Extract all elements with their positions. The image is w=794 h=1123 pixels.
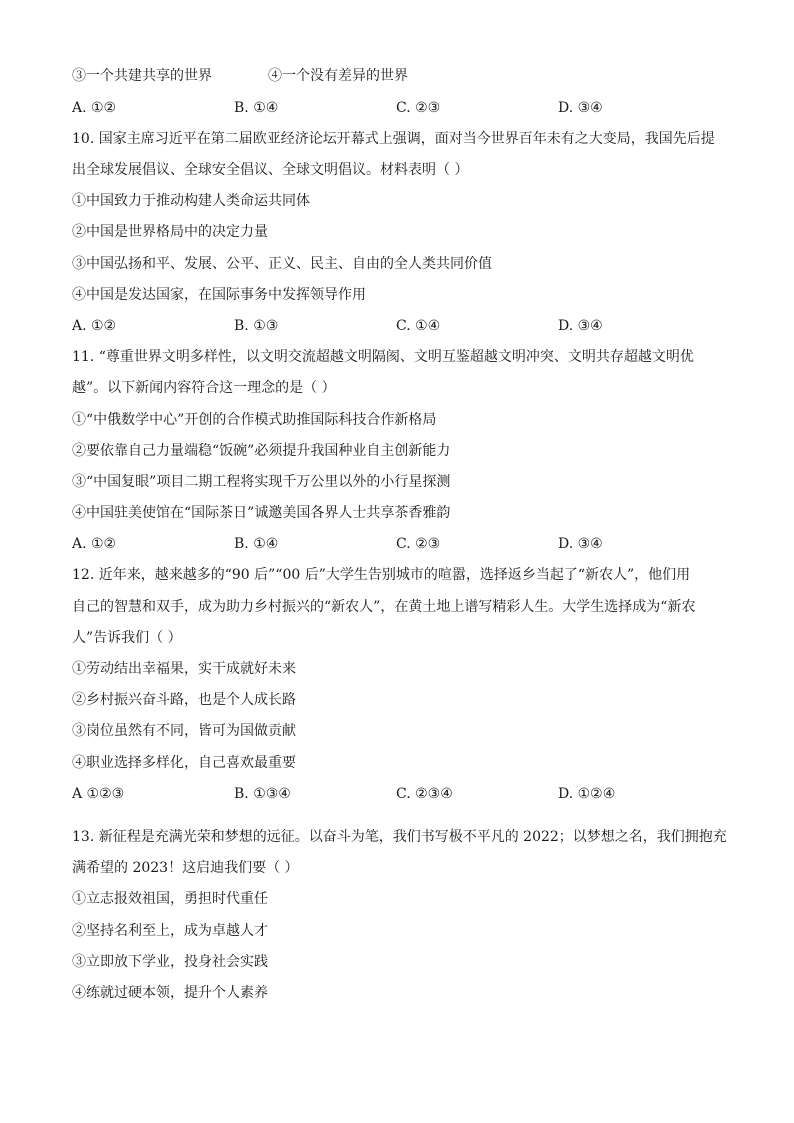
- q9-items-row: [72, 66, 732, 86]
- q12-option-c[interactable]: C. ②③④: [396, 786, 453, 802]
- q12-option-b[interactable]: B. ①③④: [234, 786, 291, 802]
- q12-stem-line-3: 人”告诉我们（ ）: [72, 630, 182, 646]
- q13-item-1: ①立志报效祖国，勇担时代重任: [72, 891, 268, 907]
- q11-option-b[interactable]: B. ①④: [234, 536, 279, 552]
- q12-item-4: ④职业选择多样化，自己喜欢最重要: [72, 755, 296, 771]
- q9-option-d[interactable]: D. ③④: [558, 100, 603, 116]
- q13-stem-line-1: 13. 新征程是充满光荣和梦想的远征。以奋斗为笔，我们书写极不平凡的 2022；以梦想之名，我们拥抱充: [72, 829, 727, 845]
- q11-option-d[interactable]: D. ③④: [558, 536, 603, 552]
- q12-item-1: ①劳动结出幸福果，实干成就好未来: [72, 661, 296, 677]
- q13-item-2: ②坚持名利至上，成为卓越人才: [72, 923, 268, 939]
- q10-item-4: ④中国是发达国家，在国际事务中发挥领导作用: [72, 287, 366, 303]
- q11-option-c[interactable]: C. ②③: [396, 536, 441, 552]
- q10-item-3: ③中国弘扬和平、发展、公平、正义、民主、自由的全人类共同价值: [72, 256, 492, 272]
- q12-options: [72, 784, 732, 804]
- q9-item-3: ③一个共建共享的世界: [72, 68, 212, 84]
- q9-option-c[interactable]: C. ②③: [396, 100, 441, 116]
- q10-options: [72, 316, 732, 336]
- q11-option-a[interactable]: A. ①②: [72, 536, 117, 552]
- q11-item-2: ②要依靠自己力量端稳“饭碗”必须提升我国种业自主创新能力: [72, 443, 451, 459]
- q10-stem-line-1: 10. 国家主席习近平在第二届欧亚经济论坛开幕式上强调，面对当今世界百年未有之大变局，我国先后提: [72, 131, 715, 147]
- q13-item-4: ④练就过硬本领，提升个人素养: [72, 985, 268, 1001]
- q12-item-3: ③岗位虽然有不同，皆可为国做贡献: [72, 723, 296, 739]
- q11-item-1: ①“中俄数学中心”开创的合作模式助推国际科技合作新格局: [72, 412, 437, 428]
- q11-item-3: ③“中国复眼”项目二期工程将实现千万公里以外的小行星探测: [72, 474, 451, 490]
- q11-item-4: ④中国驻美使馆在“国际茶日”诚邀美国各界人士共享茶香雅韵: [72, 505, 451, 521]
- q12-option-a[interactable]: A ①②③: [72, 786, 125, 802]
- q10-option-a[interactable]: A. ①②: [72, 318, 117, 334]
- q13-item-3: ③立即放下学业，投身社会实践: [72, 954, 268, 970]
- q10-stem-line-2: 出全球发展倡议、全球安全倡议、全球文明倡议。材料表明（ ）: [72, 162, 469, 178]
- q12-stem-line-2: 自己的智慧和双手，成为助力乡村振兴的“新农人”，在黄土地上谱写精彩人生。大学生选择成为“新农: [72, 599, 696, 615]
- q11-stem-line-2: 越”。以下新闻内容符合这一理念的是（ ）: [72, 380, 336, 396]
- q10-option-d[interactable]: D. ③④: [558, 318, 603, 334]
- q9-options: [72, 98, 732, 118]
- q9-option-a[interactable]: A. ①②: [72, 100, 117, 116]
- q9-option-b[interactable]: B. ①④: [234, 100, 279, 116]
- q12-option-d[interactable]: D. ①②④: [558, 786, 616, 802]
- q12-item-2: ②乡村振兴奋斗路，也是个人成长路: [72, 692, 296, 708]
- q10-option-c[interactable]: C. ①④: [396, 318, 441, 334]
- q10-option-b[interactable]: B. ①③: [234, 318, 279, 334]
- q13-stem-line-2: 满希望的 2023！这启迪我们要（ ）: [72, 860, 299, 876]
- q10-item-1: ①中国致力于推动构建人类命运共同体: [72, 193, 310, 209]
- q9-item-4: ④一个没有差异的世界: [268, 68, 408, 84]
- q11-stem-line-1: 11. “尊重世界文明多样性，以文明交流超越文明隔阂、文明互鉴超越文明冲突、文明共存超越文明优: [72, 349, 694, 365]
- q12-stem-line-1: 12. 近年来，越来越多的“90 后”“00 后”大学生告别城市的喧嚣，选择返乡当起了“新农人”，他们用: [72, 567, 691, 583]
- q11-options: [72, 534, 732, 554]
- q10-item-2: ②中国是世界格局中的决定力量: [72, 224, 268, 240]
